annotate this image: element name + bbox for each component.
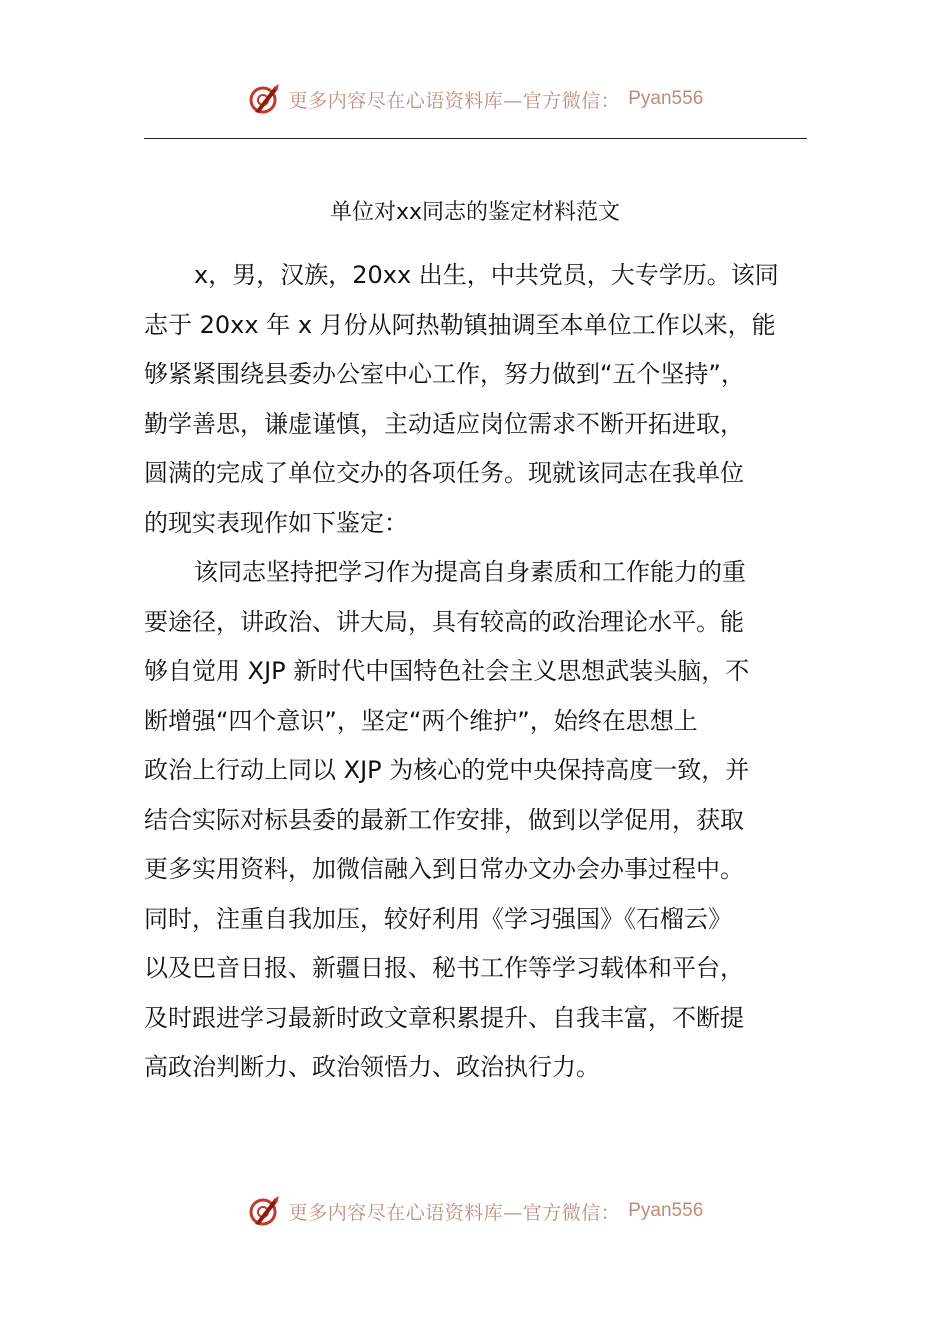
footer-banner-wechat-id: Pyan556 xyxy=(628,1200,704,1221)
document-title: 单位对xx同志的鉴定材料范文 xyxy=(329,200,621,225)
body-line: 更多实用资料，加微信融入到日常办文办会办事过程中。 xyxy=(144,855,744,883)
body-line: x，男，汉族，20xx 出生，中共党员，大专学历。该同 xyxy=(194,261,779,289)
body-line: 同时，注重自我加压，较好利用《学习强国》《石榴云》 xyxy=(144,905,732,933)
body-line: 该同志坚持把学习作为提高自身素质和工作能力的重 xyxy=(194,558,746,586)
header-banner-text: 更多内容尽在心语资料库—官方微信： xyxy=(288,89,621,112)
header-banner xyxy=(0,82,950,116)
body-line: 圆满的完成了单位交办的各项任务。现就该同志在我单位 xyxy=(144,459,744,487)
body-line: 高政治判断力、政治领悟力、政治执行力。 xyxy=(144,1053,600,1081)
body-line: 的现实表现作如下鉴定： xyxy=(144,509,408,537)
body-line: 以及巴音日报、新疆日报、秘书工作等学习载体和平台， xyxy=(144,954,744,982)
quill-pen-logo-icon xyxy=(247,82,281,116)
footer-banner-text: 更多内容尽在心语资料库—官方微信： xyxy=(288,1201,621,1224)
header-divider xyxy=(144,138,807,139)
body-line: 结合实际对标县委的最新工作安排，做到以学促用，获取 xyxy=(144,806,744,834)
body-line: 断增强“四个意识”，坚定“两个维护”，始终在思想上 xyxy=(144,707,698,735)
body-line: 勤学善思，谦虚谨慎，主动适应岗位需求不断开拓进取， xyxy=(144,410,744,438)
body-line: 及时跟进学习最新时政文章积累提升、自我丰富，不断提 xyxy=(144,1004,744,1032)
body-line: 够自觉用 XJP 新时代中国特色社会主义思想武装头脑，不 xyxy=(144,657,750,685)
body-line: 要途径，讲政治、讲大局，具有较高的政治理论水平。能 xyxy=(144,608,744,636)
quill-pen-logo-icon xyxy=(247,1194,281,1228)
body-line: 志于 20xx 年 x 月份从阿热勒镇抽调至本单位工作以来，能 xyxy=(144,311,776,339)
header-banner-wechat-id: Pyan556 xyxy=(628,88,704,109)
body-line: 政治上行动上同以 XJP 为核心的党中央保持高度一致，并 xyxy=(144,756,750,784)
body-line: 够紧紧围绕县委办公室中心工作，努力做到“五个坚持”， xyxy=(144,360,745,388)
footer-banner xyxy=(0,1194,950,1228)
